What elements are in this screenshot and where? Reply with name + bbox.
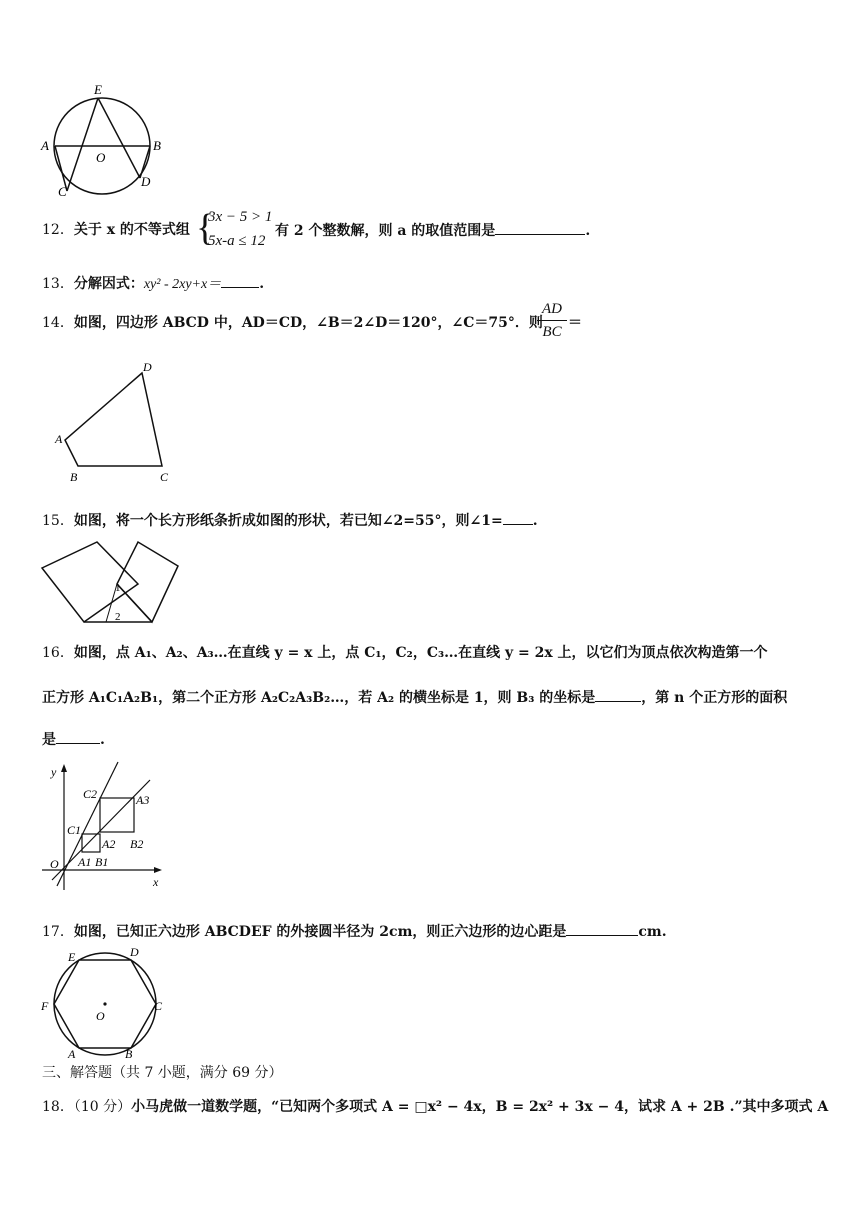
- quadrilateral-figure: [50, 358, 190, 488]
- axis-y-label: y: [51, 765, 57, 779]
- question-17: 17．如图，已知正六边形 ABCDEF 的外接圆半径为 2cm，则正六边形的边心距是 cm.: [42, 921, 667, 942]
- folded-strip-figure: [40, 538, 190, 628]
- label-B2: B2: [130, 837, 144, 851]
- label-A: A: [68, 1047, 76, 1061]
- label-B: B: [153, 138, 161, 153]
- question-number: 18．: [42, 1099, 74, 1115]
- question-text: 正方形 A₁C₁A₂B₁，第二个正方形 A₂C₂A₃B₂…，若 A₂ 的横坐标是 1，则 B₃ 的坐标是: [42, 690, 596, 706]
- answer-blank[interactable]: [566, 921, 638, 936]
- question-16-line-2: 正方形 A₁C₁A₂B₁，第二个正方形 A₂C₂A₃B₂…，若 A₂ 的横坐标是 1，则 B₃ 的坐标是 ，第 n 个正方形的面积: [42, 687, 787, 708]
- question-number: 15．: [42, 513, 74, 529]
- brace-icon: {: [196, 207, 215, 249]
- label-D: D: [141, 174, 151, 189]
- question-number: 16．: [42, 645, 74, 661]
- label-A3: A3: [136, 793, 150, 807]
- label-A1: A1: [78, 855, 92, 869]
- question-16-line-3: 是 .: [42, 729, 105, 750]
- question-text: 如图，将一个长方形纸条折成如图的形状，若已知∠2=55°，则∠1=: [73, 513, 503, 529]
- circle-figure: [38, 82, 188, 212]
- label-C: C: [154, 999, 163, 1013]
- label-A: A: [41, 138, 49, 153]
- label-C2: C2: [83, 787, 98, 801]
- question-number: 12．: [42, 222, 74, 238]
- label-O: O: [96, 1009, 105, 1023]
- question-text: 小马虎做一道数学题，“已知两个多项式 A = □x² − 4x，B = 2x² + 3x − 4，试求 A + 2B .”其中多项式 A: [131, 1099, 829, 1115]
- question-12-tail: 有 2 个整数解，则 a 的取值范围是 .: [275, 220, 590, 241]
- inequality-2: 5x-a ≤ 12: [208, 233, 266, 249]
- question-text: 有 2 个整数解，则 a 的取值范围是: [275, 223, 496, 239]
- equals-sign: ＝: [568, 315, 582, 331]
- label-C: C: [58, 184, 67, 199]
- axis-x-label: x: [153, 875, 159, 889]
- question-text: 分解因式：: [73, 276, 144, 292]
- expression: xy² - 2xy+x＝: [143, 277, 222, 292]
- label-D: D: [130, 945, 139, 959]
- question-score: （10 分）: [73, 1099, 132, 1115]
- label-B1: B1: [95, 855, 109, 869]
- section-heading: 三、解答题（共 7 小题，满分 69 分）: [42, 1065, 283, 1081]
- angle-1-label: 1: [115, 582, 121, 594]
- label-A2: A2: [102, 837, 116, 851]
- question-number: 17．: [42, 924, 74, 940]
- question-number: 13．: [42, 276, 74, 292]
- question-15: 15．如图，将一个长方形纸条折成如图的形状，若已知∠2=55°，则∠1= .: [42, 510, 538, 531]
- label-C1: C1: [67, 823, 82, 837]
- answer-blank[interactable]: [221, 273, 259, 288]
- question-14: [42, 313, 543, 333]
- label-B: B: [70, 470, 78, 484]
- label-O: O: [50, 857, 59, 871]
- angle-2-label: 2: [115, 611, 121, 623]
- label-C: C: [160, 470, 169, 484]
- label-B: B: [125, 1047, 133, 1061]
- question-number: 14．: [42, 315, 74, 331]
- label-D: D: [143, 360, 152, 374]
- question-text: 如图，点 A₁、A₂、A₃…在直线 y = x 上，点 C₁，C₂，C₃…在直线 y = 2x 上，以它们为顶点依次构造第一个: [73, 645, 768, 661]
- question-text: 如图，已知正六边形 ABCDEF 的外接圆半径为 2cm，则正六边形的边心距是: [73, 924, 567, 940]
- fraction-bar: [537, 320, 567, 321]
- label-E: E: [94, 82, 102, 97]
- fraction-denominator: BC: [542, 324, 562, 340]
- question-text: 关于 x 的不等式组: [73, 222, 190, 238]
- question-18: [42, 1097, 828, 1117]
- label-O: O: [96, 150, 106, 165]
- answer-blank[interactable]: [56, 729, 100, 744]
- question-16-line-1: [42, 643, 768, 663]
- answer-blank[interactable]: [495, 220, 585, 235]
- hexagon-figure: [38, 944, 178, 1064]
- question-13: 13．分解因式：xy² - 2xy+x＝ .: [42, 273, 264, 295]
- coordinate-figure: [40, 762, 170, 892]
- question-text: 如图，四边形 ABCD 中，AD＝CD，∠B＝2∠D＝120°，∠C＝75°．则: [73, 315, 543, 331]
- label-F: F: [41, 999, 49, 1013]
- fraction-ad-bc: [537, 300, 567, 341]
- answer-blank[interactable]: [503, 510, 533, 525]
- inequality-1: 3x − 5 > 1: [208, 209, 273, 225]
- answer-blank[interactable]: [595, 687, 641, 702]
- label-E: E: [68, 950, 76, 964]
- label-A: A: [55, 432, 63, 446]
- fraction-numerator: AD: [542, 301, 562, 317]
- question-12: [42, 220, 190, 240]
